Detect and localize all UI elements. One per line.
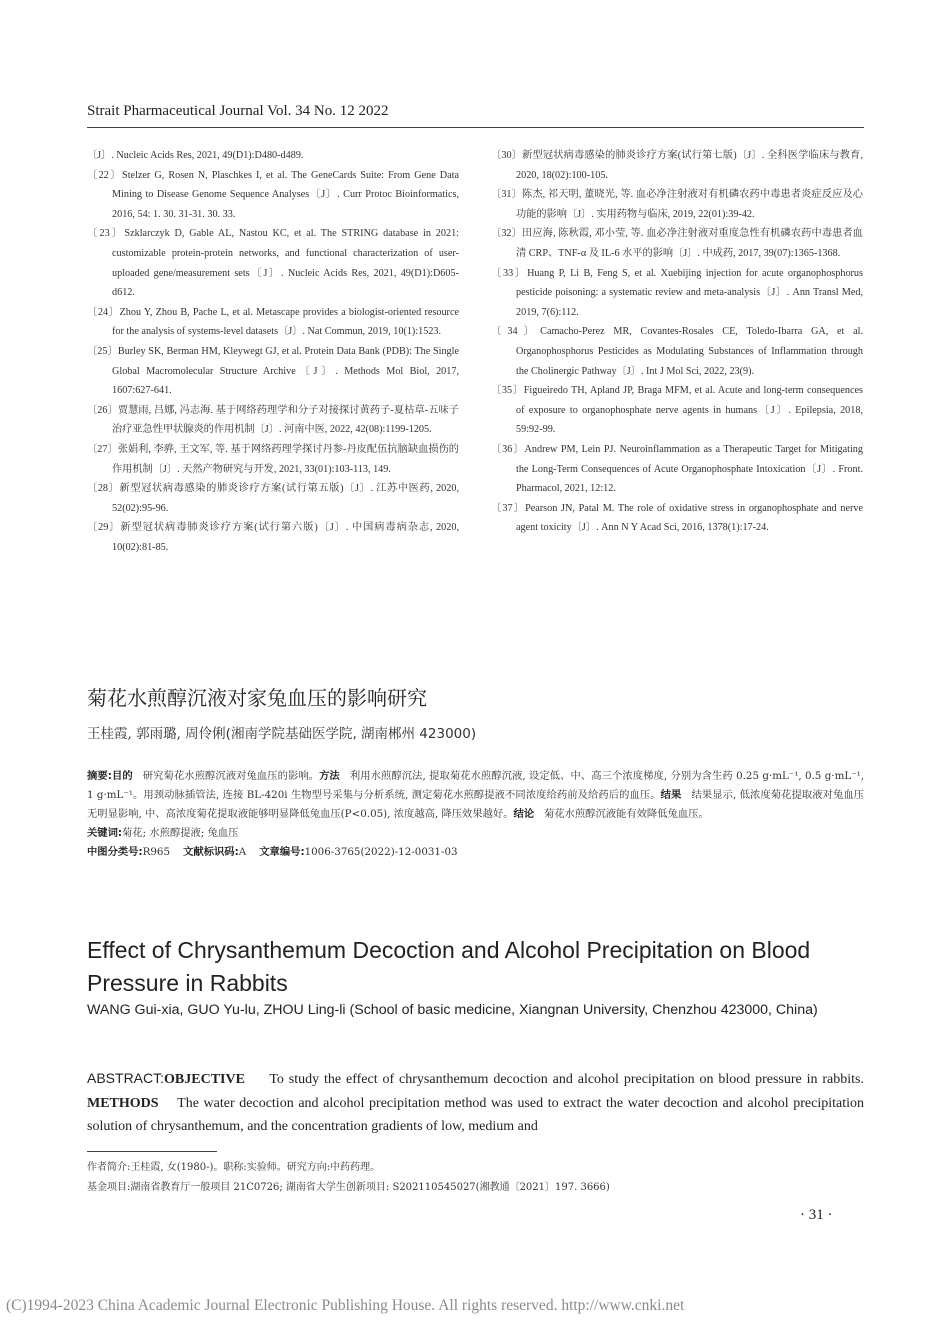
english-abstract	[87, 1067, 864, 1139]
reference-item: 〔29〕新型冠状病毒肺炎诊疗方案(试行第六版)〔J〕. 中国病毒病杂志, 2020, 10(02):81-85.	[87, 522, 459, 553]
keywords-text: 菊花; 水煎醇提液; 兔血压	[122, 827, 239, 839]
reference-item: 〔33〕Huang P, Li B, Feng S, et al. Xuebijing injection for acute organophosphorus pesticide poisoning: a systematic review and meta-analysis〔J〕. Ann Transl Med, 2019, 7(6):112.	[491, 267, 863, 318]
references-right-column	[491, 146, 863, 538]
results-label: 结果	[660, 789, 682, 801]
article-no-label: 文章编号:	[259, 846, 305, 858]
english-abstract-label: ABSTRACT:	[87, 1070, 165, 1086]
doc-code-label: 文献标识码:	[183, 846, 239, 858]
results-text: 结果显示, 低浓度菊花提取液对兔血压无明显影响, 中、高浓度菊花提取液能够明显降低兔血压(P<0.05), 浓度越高, 降压效果越好。	[87, 789, 865, 820]
reference-item: 〔30〕新型冠状病毒感染的肺炎诊疗方案(试行第七版)〔J〕. 全科医学临床与教育, 2020, 18(02):100-105.	[491, 150, 863, 181]
methods-label: 方法	[319, 770, 340, 782]
reference-item: 〔34〕Camacho-Perez MR, Covantes-Rosales CE, Toledo-Ibarra GA, et al. Organophosphorus Pesticides as Modulating Substances of Inflammation through the Cholinergic Pathway〔J〕. Int J Mol Sci, 2022, 23(9).	[491, 326, 863, 377]
conclusion-label: 结论	[513, 808, 535, 820]
chinese-title: 菊花水煎醇沉液对家兔血压的影响研究	[87, 686, 427, 710]
reference-item: 〔36〕Andrew PM, Lein PJ. Neuroinflammation as a Therapeutic Target for Mitigating the Long-Term Consequences of Acute Organophosphate Intoxication〔J〕. Front. Pharmacol, 2021, 12:12.	[491, 443, 863, 495]
reference-item: 〔27〕张娟利, 李骅, 王文军, 等. 基于网络药理学探讨丹参-丹皮配伍抗脑缺血损伤的作用机制〔J〕. 天然产物研究与开发, 2021, 33(01):103-113, 149.	[87, 443, 459, 475]
english-methods-text: The water decoction and alcohol precipitation method was used to extract the water decoction and alcohol precipitation solution of chrysanthemum, and the concentration gradients of low, medium and	[87, 1095, 865, 1134]
reference-item: 〔22〕Stelzer G, Rosen N, Plaschkes I, et al. The GeneCards Suite: From Gene Data Mining to Disease Genome Sequence Analyses〔J〕. Curr Protoc Bioinformatics, 2016, 54: 1. 30. 31-31. 30. 33.	[87, 169, 459, 220]
keywords-line	[87, 824, 864, 843]
english-title: Effect of Chrysanthemum Decoction and Alcohol Precipitation on Blood Pressure in Rabbits	[87, 937, 811, 996]
footnote-rule	[87, 1151, 217, 1152]
clc-value: R965	[142, 846, 171, 858]
english-methods-label: METHODS	[87, 1095, 159, 1111]
english-objective-label: OBJECTIVE	[164, 1072, 245, 1087]
references-left-column	[87, 146, 459, 557]
reference-item: 〔31〕陈杰, 祁天明, 董晓光, 等. 血必净注射液对有机磷农药中毒患者炎症反应及心功能的影响〔J〕. 实用药物与临床, 2019, 22(01):39-42.	[491, 189, 863, 220]
reference-item: 〔23〕Szklarczyk D, Gable AL, Nastou KC, et al. The STRING database in 2021: customizable protein-protein networks, and functional characterization of user-uploaded gene/measurement sets〔J〕. Nucleic Acids Res, 2021, 49(D1):D605-d612.	[87, 228, 459, 299]
conclusion-text: 菊花水煎醇沉液能有效降低兔血压。	[543, 808, 709, 820]
reference-item: 〔24〕Zhou Y, Zhou B, Pache L, et al. Metascape provides a biologist-oriented resource for the analysis of systems-level datasets〔J〕. Nat Commun, 2019, 10(1):1523.	[87, 306, 459, 338]
reference-item: 〔32〕田应海, 陈秋霞, 邓小莹, 等. 血必净注射液对重度急性有机磷农药中毒患者血清 CRP、TNF-α 及 IL-6 水平的影响〔J〕. 中成药, 2017, 39(07):1365-1368.	[491, 228, 863, 259]
copyright-line: (C)1994-2023 China Academic Journal Electronic Publishing House. All rights reserved. http://www.cnki.net	[6, 1297, 685, 1314]
chinese-affiliation: (湘南学院基础医学院, 湖南郴州 423000)	[225, 726, 477, 742]
objective-label: 目的	[111, 770, 133, 782]
chinese-authors	[87, 722, 476, 742]
author-intro-footnote: 作者简介:王桂霞, 女(1980-)。职称:实验师。研究方向:中药药理。	[87, 1162, 381, 1173]
reference-item: 〔37〕Pearson JN, Patal M. The role of oxidative stress in organophosphate and nerve agent toxicity〔J〕. Ann N Y Acad Sci, 2016, 1378(1):17-24.	[491, 502, 863, 534]
running-head: Strait Pharmaceutical Journal Vol. 34 No. 12 2022	[87, 103, 389, 119]
classification-line	[87, 843, 864, 862]
chinese-abstract-body	[87, 767, 864, 824]
header-rule	[87, 127, 864, 128]
reference-item: 〔28〕新型冠状病毒感染的肺炎诊疗方案(试行第五版)〔J〕. 江苏中医药, 2020, 52(02):95-96.	[87, 483, 459, 514]
reference-item: 〔35〕Figueiredo TH, Apland JP, Braga MFM, et al. Acute and long-term consequences of exposure to organophosphate nerve agents in humans〔J〕. Epilepsia, 2018, 59:92-99.	[491, 385, 863, 436]
funding-footnote: 基金项目:湖南省教育厅一般项目 21C0726; 湖南省大学生创新项目: S202110545027(湘教通〔2021〕197. 3666)	[87, 1182, 610, 1193]
article-no-value: 1006-3765(2022)-12-0031-03	[304, 846, 458, 858]
clc-label: 中图分类号:	[87, 846, 143, 858]
objective-text: 研究菊花水煎醇沉液对兔血压的影响。	[142, 770, 320, 782]
abstract-label: 摘要:	[87, 770, 112, 782]
page-number: · 31 ·	[800, 1207, 833, 1223]
doc-code-value: A	[238, 846, 247, 858]
reference-item: 〔J〕. Nucleic Acids Res, 2021, 49(D1):D480-d489.	[87, 150, 304, 161]
keywords-label: 关键词:	[87, 827, 123, 839]
chinese-author-names: 王桂霞, 郭雨璐, 周伶俐	[87, 726, 226, 742]
reference-item: 〔25〕Burley SK, Berman HM, Kleywegt GJ, et al. Protein Data Bank (PDB): The Single Global Macromolecular Structure Archive〔J〕. Methods Mol Biol, 2017, 1607:627-641.	[87, 345, 459, 397]
english-objective-text: To study the effect of chrysanthemum decoction and alcohol precipitation on blood pressure in rabbits.	[269, 1072, 865, 1087]
methods-text: 利用水煎醇沉法, 提取菊花水煎醇沉液, 设定低、中、高三个浓度梯度, 分别为含生药 0.25 g·mL⁻¹, 0.5 g·mL⁻¹, 1 g·mL⁻¹。用颈动脉插管法, 连接 BL-420i 生物型号采集与分析系统, 测定菊花水煎醇提液不同浓度给药前及给药后的血压。	[87, 770, 865, 801]
english-authors: WANG Gui-xia, GUO Yu-lu, ZHOU Ling-li (School of basic medicine, Xiangnan University, Chenzhou 423000, China)	[87, 1002, 818, 1018]
chinese-abstract	[87, 767, 864, 862]
reference-item: 〔26〕贾慧雨, 吕娜, 冯志海. 基于网络药理学和分子对接探讨黄药子-夏枯草-五味子治疗亚急性甲状腺炎的作用机制〔J〕. 河南中医, 2022, 42(08):1199-1205.	[87, 404, 459, 436]
